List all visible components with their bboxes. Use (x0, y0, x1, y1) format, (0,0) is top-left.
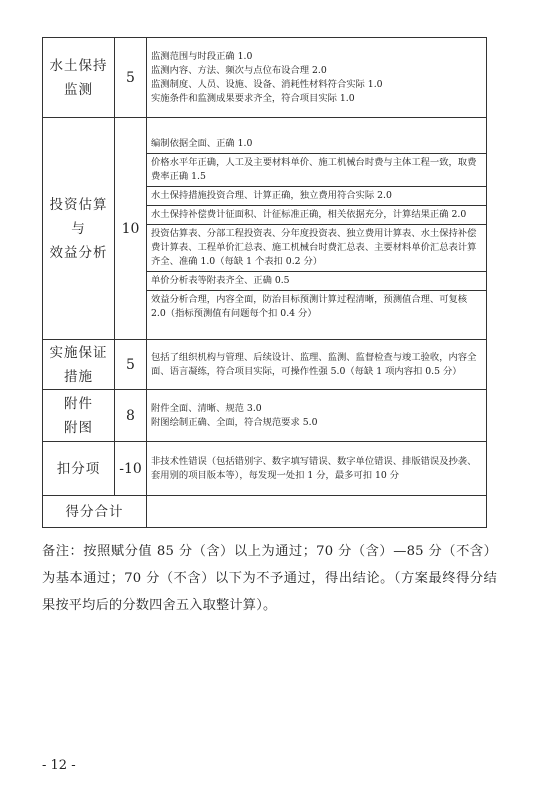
criteria-cell (147, 38, 487, 118)
criterion: 监测范围与时段正确 1.0 (151, 50, 253, 62)
points-cell: 10 (115, 118, 147, 340)
footnote: 备注：按照赋分值 85 分（含）以上为通过；70 分（含）—85 分（不含）为基本通过；70 分（不含）以下为不予通过，得出结论。（方案最终得分结果按平均后的分数四舍五入取整计算）。 (42, 544, 497, 613)
category-cell: 投资估算 与 效益分析 (43, 118, 115, 340)
points-cell: 5 (115, 38, 147, 118)
criterion: 监测内容、方法、频次与点位布设合理 2.0 (151, 64, 327, 76)
category-cell: 扣分项 (43, 442, 115, 496)
criterion: 非技术性错误（包括错别字、数字填写错误、数字单位错误、排版错误及抄袭、套用别的项目版本等），每发现一处扣 1 分，最多可扣 10 分 (151, 455, 477, 481)
criterion: 水土保持补偿费计征面积、计征标准正确，相关依据充分，计算结果正确 2.0 (147, 206, 486, 225)
table-row (43, 390, 487, 442)
scoring-table (42, 37, 487, 528)
table-row (43, 118, 487, 340)
total-value-cell[interactable] (147, 496, 487, 528)
criteria-cell (147, 390, 487, 442)
total-row (43, 496, 487, 528)
criterion: 水土保持措施投资合理、计算正确，独立费用符合实际 2.0 (147, 187, 486, 206)
criterion: 编制依据全面、正确 1.0 (147, 135, 486, 154)
criterion: 包括了组织机构与管理、后续设计、监理、监测、监督检查与竣工验收，内容全面、语言凝练，符合项目实际，可操作性强 5.0（每缺 1 项内容扣 0.5 分） (151, 351, 477, 377)
criterion: 价格水平年正确，人工及主要材料单价、施工机械台时费与主体工程一致，取费费率正确 1.5 (147, 154, 486, 187)
total-label: 得分合计 (43, 496, 147, 528)
criterion: 实施条件和监测成果要求齐全，符合项目实际 1.0 (151, 92, 355, 104)
points-cell: -10 (115, 442, 147, 496)
category-cell: 实施保证 措施 (43, 340, 115, 390)
points-cell: 8 (115, 390, 147, 442)
table-row (43, 38, 487, 118)
category-cell: 附件 附图 (43, 390, 115, 442)
category-cell: 水土保持 监测 (43, 38, 115, 118)
points-cell: 5 (115, 340, 147, 390)
criterion: 投资估算表、分部工程投资表、分年度投资表、独立费用计算表、水土保持补偿费计算表、工程单价汇总表、施工机械台时费汇总表、主要材料单价汇总表计算齐全、准确 1.0（每缺 1 个表扣 0.2 分） (147, 225, 486, 272)
criteria-cell (147, 118, 487, 340)
table-row (43, 442, 487, 496)
criteria-cell (147, 442, 487, 496)
page-number: - 12 - (42, 758, 76, 773)
criterion: 监测制度、人员、设施、设备、消耗性材料符合实际 1.0 (151, 78, 383, 90)
criterion: 效益分析合理，内容全面，防治目标预测计算过程清晰，预测值合理、可复核 2.0（指标预测值有问题每个扣 0.4 分） (151, 293, 468, 319)
table-row (43, 340, 487, 390)
criteria-cell (147, 340, 487, 390)
criterion: 附图绘制正确、全面，符合规范要求 5.0 (151, 416, 318, 428)
criterion: 附件全面、清晰、规范 3.0 (151, 402, 262, 414)
criterion: 单价分析表等附表齐全、正确 0.5 (147, 272, 486, 291)
